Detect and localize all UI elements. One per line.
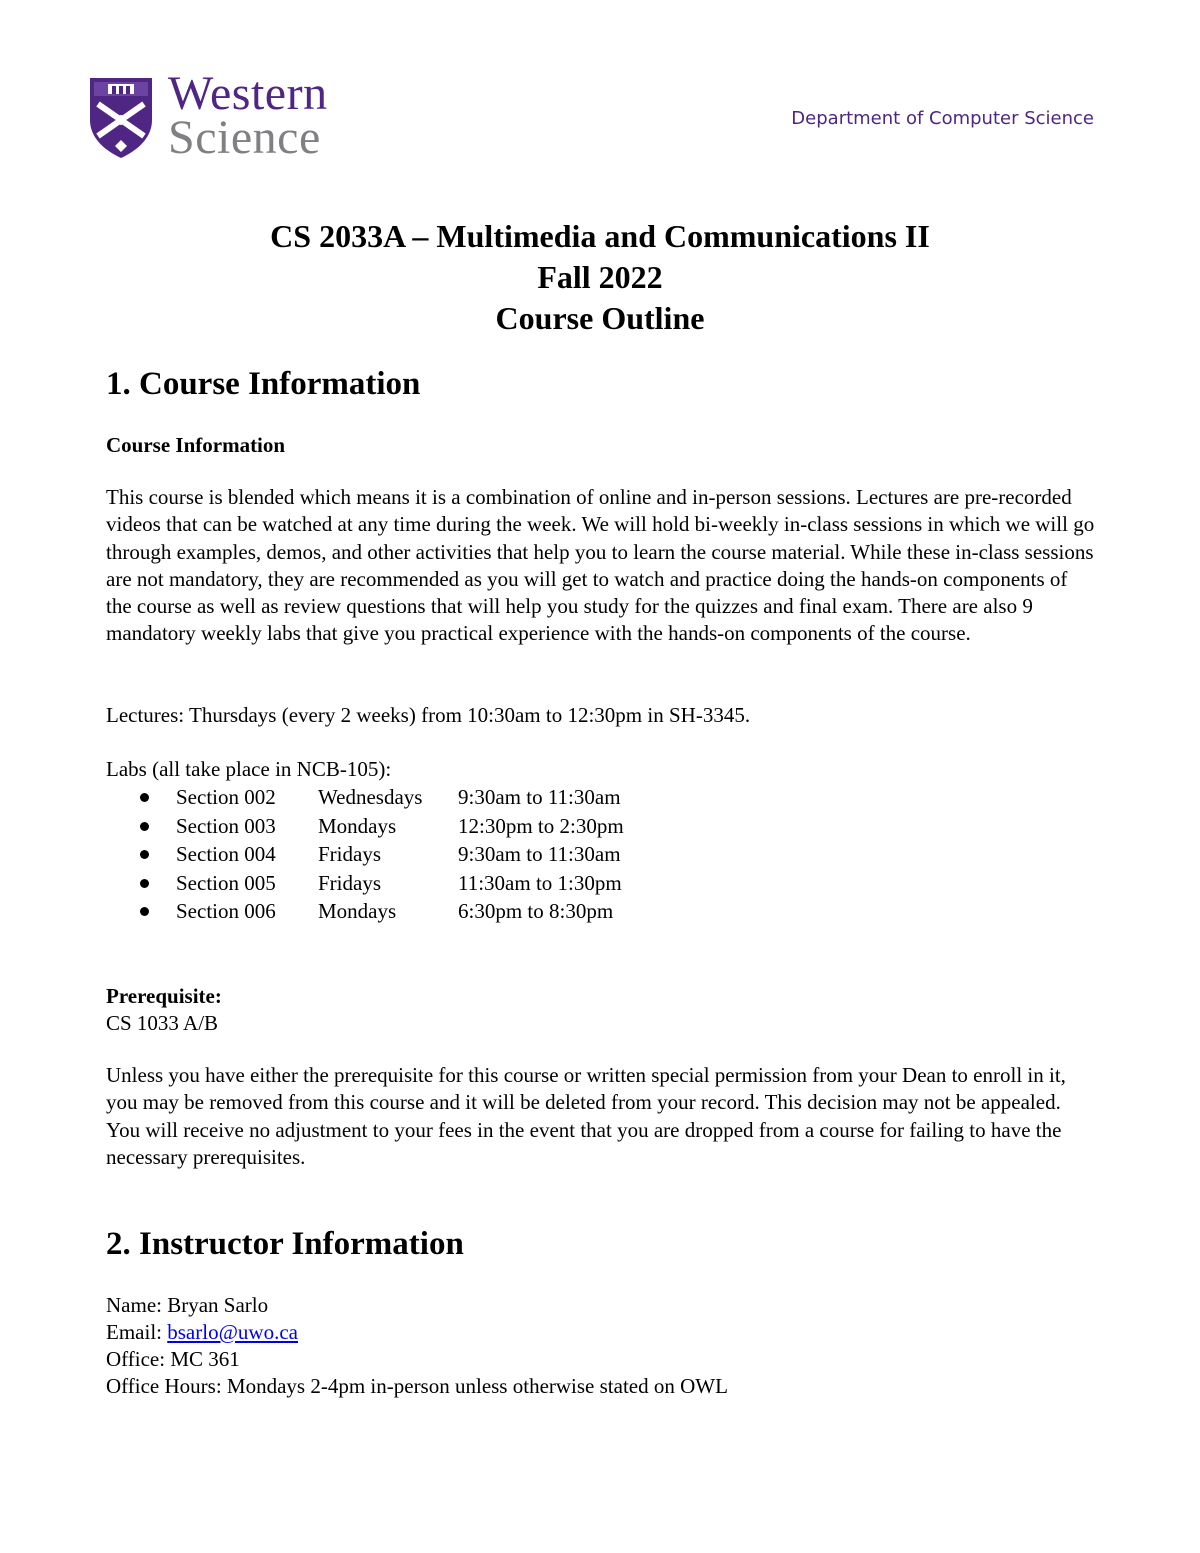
- name-label: Name:: [106, 1293, 168, 1317]
- bullet-icon: [140, 822, 149, 831]
- lab-section: Section 005: [176, 870, 276, 895]
- department-name: Department of Computer Science: [791, 108, 1094, 129]
- course-title: CS 2033A – Multimedia and Communications II: [270, 218, 930, 254]
- lab-time: 12:30pm to 2:30pm: [458, 813, 624, 838]
- lab-day: Fridays: [318, 842, 381, 867]
- lectures-info: Lectures: Thursdays (every 2 weeks) from 10:30am to 12:30pm in SH-3345.: [106, 703, 751, 727]
- section-heading-instructor-information: 2. Instructor Information: [106, 1226, 464, 1262]
- course-outline-title: Course Outline: [495, 300, 705, 336]
- labs-intro: Labs (all take place in NCB-105):: [106, 757, 392, 781]
- bullet-icon: [140, 879, 149, 888]
- lab-time: 9:30am to 11:30am: [458, 785, 621, 809]
- prerequisite-label: Prerequisite:: [106, 984, 222, 1008]
- lab-section: Section 004: [176, 842, 276, 867]
- instructor-office: MC 361: [170, 1347, 240, 1371]
- logo-text-western: Western: [168, 67, 328, 120]
- prerequisite-value: CS 1033 A/B: [106, 1011, 219, 1035]
- course-description: This course is blended which means it is a combination of online and in-person sessions. Lectures are pre-recorded videos that can be watched at any time during the week. We will hold bi-weekly in-class sessions in which we will go through examples, demos, and other activities that help you to learn the course material. While these in-class sessions are not mandatory, they are recommended as you will get to watch and practice doing the hands-on components of the course as well as review questions that will help you study for the quizzes and final exam. There are also 9 mandatory weekly labs that give you practical experience with the hands-on components of the course.: [106, 485, 1095, 646]
- western-science-logo: [88, 67, 338, 164]
- lab-day: Mondays: [318, 813, 397, 838]
- bullet-icon: [140, 793, 149, 802]
- lab-day: Fridays: [318, 870, 381, 895]
- logo-text-science: Science: [168, 111, 321, 164]
- bullet-icon: [140, 850, 149, 859]
- section-heading-course-information: 1. Course Information: [106, 366, 421, 402]
- lab-section: Section 002: [176, 785, 276, 809]
- western-crest-icon: [88, 76, 154, 160]
- lab-day: Mondays: [318, 899, 397, 924]
- instructor-email-line: [106, 1319, 298, 1346]
- instructor-office-line: [106, 1346, 240, 1373]
- course-term: Fall 2022: [537, 259, 663, 295]
- lab-time: 11:30am to 1:30pm: [458, 870, 622, 895]
- lab-time: 6:30pm to 8:30pm: [458, 899, 614, 924]
- lab-day: Wednesdays: [318, 785, 423, 809]
- course-title-block: [0, 216, 1200, 339]
- lab-section: Section 006: [176, 899, 276, 924]
- instructor-email-link[interactable]: bsarlo@uwo.ca: [167, 1320, 298, 1344]
- bullet-icon: [140, 907, 149, 916]
- subheading-course-information: Course Information: [106, 433, 286, 457]
- lab-section: Section 003: [176, 813, 276, 838]
- instructor-hours-line: [106, 1373, 728, 1400]
- prerequisite-note: Unless you have either the prerequisite for this course or written special permission from your Dean to enroll in it, you may be removed from this course and it will be deleted from your record. This decision may not be appealed. You will receive no adjustment to your fees in the event that you are dropped from a course for failing to have the necessary prerequisites.: [106, 1063, 1066, 1169]
- email-label: Email:: [106, 1320, 168, 1344]
- instructor-name: Bryan Sarlo: [167, 1293, 269, 1317]
- office-label: Office:: [106, 1347, 171, 1371]
- lab-time: 9:30am to 11:30am: [458, 842, 621, 867]
- instructor-name-line: [106, 1292, 268, 1319]
- office-hours-label: Office Hours:: [106, 1374, 227, 1398]
- instructor-office-hours: Mondays 2-4pm in-person unless otherwise stated on OWL: [226, 1374, 728, 1398]
